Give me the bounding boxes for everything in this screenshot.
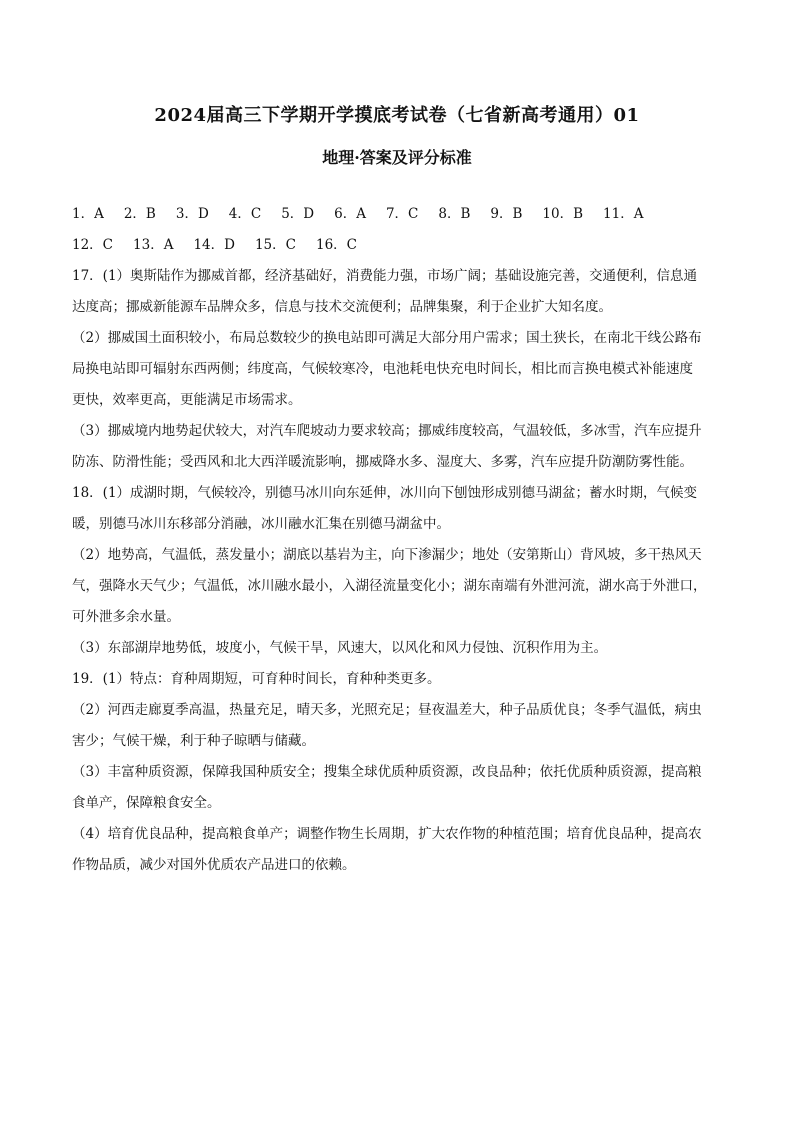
answer-line: （2）地势高，气温低，蒸发量小；湖底以基岩为主，向下渗漏少；地处（安第斯山）背风坡，多干热风天 (72, 547, 702, 563)
answer-line: 暖，别德马冰川东移部分消融，冰川融水汇集在别德马湖盆中。 (72, 516, 450, 532)
answer-line: 可外泄多余水量。 (72, 609, 180, 625)
choice-answer: 9．B (490, 206, 523, 222)
answer-line: 防冻、防滑性能；受西风和北大西洋暖流影响，挪威降水多、湿度大、多雾，汽车应提升防潮防雾性能。 (72, 454, 693, 470)
answer-line: 气，强降水天气少；气温低，冰川融水最小，入湖径流量变化小；湖东南端有外泄河流，湖水高于外泄口， (72, 578, 707, 594)
choice-answer: 14．D (193, 237, 235, 253)
choice-answer: 12．C (72, 237, 114, 253)
choice-answer: 6．A (334, 206, 366, 222)
choice-answer: 15．C (254, 237, 296, 253)
answer-line: （2）挪威国土面积较小，布局总数较少的换电站即可满足大部分用户需求；国土狭长，在南北干线公路布 (72, 330, 702, 346)
choice-answer: 5．D (281, 206, 315, 222)
answer-content (72, 202, 732, 884)
answer-line: 食单产，保障粮食安全。 (72, 795, 221, 811)
choice-answer: 7．C (385, 206, 419, 222)
choice-answer: 10．B (542, 206, 584, 222)
answer-line: 更快，效率更高，更能满足市场需求。 (72, 392, 302, 408)
choice-answer: 13．A (133, 237, 174, 253)
choice-answer: 16．C (315, 237, 357, 253)
choice-answers-row-2 (72, 233, 732, 264)
page-title: 2024届高三下学期开学摸底考试卷（七省新高考通用）01 (154, 105, 640, 126)
choice-answer: 8．B (438, 206, 471, 222)
answer-line: （2）河西走廊夏季高温，热量充足，晴天多，光照充足；昼夜温差大，种子品质优良；冬季气温低，病虫 (72, 702, 702, 718)
page-subtitle: 地理·答案及评分标准 (322, 148, 472, 167)
question-18-answer (72, 481, 732, 667)
answer-line: 作物品质，减少对国外优质农产品进口的依赖。 (72, 857, 356, 873)
answer-line: 局换电站即可辐射东西两侧；纬度高，气候较寒冷，电池耗电快充电时间长，相比而言换电模式补能速度 (72, 361, 693, 377)
answer-line: 18．(1）成湖时期，气候较冷，别德马冰川向东延伸，冰川向下刨蚀形成别德马湖盆；蓄水时期，气候变 (72, 485, 698, 501)
answer-line: 达度高；挪威新能源车品牌众多，信息与技术交流便利；品牌集聚，利于企业扩大知名度。 (72, 299, 612, 315)
answer-line: 19．(1）特点：育种周期短，可育种时间长，育种种类更多。 (72, 671, 441, 687)
answer-line: （4）培育优良品种，提高粮食单产；调整作物生长周期，扩大农作物的种植范围；培育优良品种，提高农 (72, 826, 702, 842)
answer-line: （3）丰富种质资源，保障我国种质安全；搜集全球优质种质资源，改良品种；依托优质种质资源，提高粮 (72, 764, 702, 780)
choice-answer: 2．B (123, 206, 156, 222)
choice-answers-row-1 (72, 202, 732, 233)
answer-line: 17．(1）奥斯陆作为挪威首都，经济基础好，消费能力强，市场广阔；基础设施完善，交通便利，信息通 (72, 268, 698, 284)
question-17-answer (72, 264, 732, 481)
choice-answer: 4．C (228, 206, 262, 222)
answer-line: 害少；气候干燥，利于种子晾晒与储藏。 (72, 733, 315, 749)
choice-answer: 1．A (72, 206, 104, 222)
choice-answer: 11．A (603, 206, 644, 222)
choice-answer: 3．D (175, 206, 209, 222)
answer-line: （3）东部湖岸地势低，坡度小，气候干旱，风速大，以风化和风力侵蚀、沉积作用为主。 (72, 640, 608, 656)
question-19-answer (72, 667, 732, 884)
answer-line: （3）挪威境内地势起伏较大，对汽车爬坡动力要求较高；挪威纬度较高，气温较低，多冰雪，汽车应提升 (72, 423, 702, 439)
